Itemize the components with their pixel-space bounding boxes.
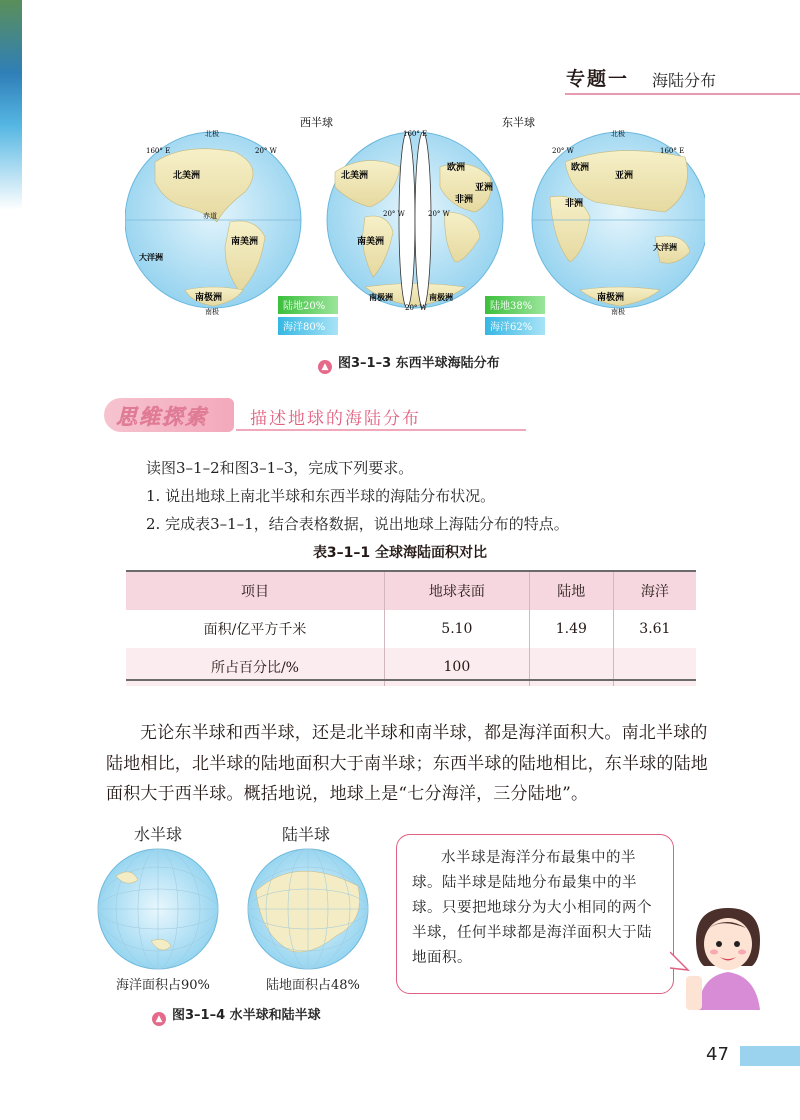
svg-text:20° W: 20° W [255,147,277,155]
east-ocean-percent: 海洋62% [490,322,533,333]
triangle-icon: ▲ [318,360,332,374]
svg-text:160° E: 160° E [660,147,685,155]
corner-decoration [0,0,22,210]
svg-text:北美洲: 北美洲 [341,171,369,181]
water-hemisphere-title: 水半球 [134,825,183,844]
figure2-caption: ▲ 图3–1–4 水半球和陆半球 [152,1004,321,1026]
water-land-hemisphere-globes [96,846,376,972]
svg-text:20° W: 20° W [383,210,405,218]
svg-text:北极: 北极 [611,130,625,138]
svg-text:赤道: 赤道 [203,212,217,220]
svg-text:南极洲: 南极洲 [597,293,625,303]
svg-text:20° W: 20° W [428,210,450,218]
svg-text:南美洲: 南美洲 [357,237,385,247]
svg-text:欧洲: 欧洲 [571,163,590,173]
west-ocean-percent: 海洋80% [283,322,326,333]
svg-text:南极洲: 南极洲 [195,293,223,303]
svg-text:欧洲: 欧洲 [447,163,466,173]
section-title: 思维探索 [116,405,208,429]
east-land-percent: 陆地38% [490,301,533,312]
task-item-2: 2. 完成表3–1–1，结合表格数据，说出地球上海陆分布的特点。 [146,515,569,533]
table-header-row: 项目 地球表面 陆地 海洋 [126,572,696,610]
west-hemisphere-label: 西半球 [300,116,333,129]
svg-text:南极洲: 南极洲 [429,292,453,302]
triangle-icon: ▲ [152,1012,166,1026]
svg-text:大洋洲: 大洋洲 [653,242,677,252]
task-intro: 读图3–1–2和图3–1–3，完成下列要求。 [146,459,414,477]
svg-text:20° W: 20° W [405,304,427,312]
land-sea-table [126,572,696,686]
svg-text:南极洲: 南极洲 [369,292,393,302]
task-item-1: 1. 说出地球上南北半球和东西半球的海陆分布状况。 [146,487,496,505]
header-topic: 专题一 [566,68,630,90]
svg-text:160° E: 160° E [403,130,428,138]
svg-text:20° W: 20° W [552,147,574,155]
east-west-hemisphere-map [125,112,705,352]
east-hemisphere-label: 东半球 [502,116,535,129]
header-underline [565,93,800,95]
svg-text:大洋洲: 大洋洲 [139,252,163,262]
body-paragraph: 无论东半球和西半球，还是北半球和南半球，都是海洋面积大。南北半球的陆地相比，北半球的陆地面积大于南半球；东西半球的陆地相比，东半球的陆地面积大于西半球。概括地说，地球上是“七分海洋，三分陆地”。 [106,723,708,804]
page-number: 47 [706,1044,729,1065]
table-title: 表3–1–1 全球海陆面积对比 [312,545,488,561]
header-subtitle: 海陆分布 [652,71,717,90]
svg-text:南极: 南极 [205,308,219,316]
svg-text:北美洲: 北美洲 [173,171,201,181]
table-row: 面积/亿平方千米 5.10 1.49 3.61 [126,610,696,648]
water-hemisphere-caption: 海洋面积占90% [116,978,210,993]
svg-text:亚洲: 亚洲 [615,171,634,181]
svg-text:北极: 北极 [205,130,219,138]
svg-text:南美洲: 南美洲 [231,237,259,247]
land-hemisphere-title: 陆半球 [282,825,331,844]
figure1-caption: ▲ 图3–1–3 东西半球海陆分布 [318,352,500,374]
svg-text:非洲: 非洲 [455,195,474,205]
table-bottom-rule [126,679,696,681]
section-subtitle: 描述地球的海陆分布 [250,409,421,429]
west-land-percent: 陆地20% [283,301,326,312]
section-banner [104,398,524,432]
bubble-text: 水半球是海洋分布最集中的半球。陆半球是陆地分布最集中的半球。只要把地球分为大小相同的两个半球，任何半球都是海洋面积大于陆地面积。 [412,850,652,966]
table-row: 所占百分比/% 100 [126,648,696,686]
page-number-bar [740,1046,800,1066]
land-hemisphere-caption: 陆地面积占48% [266,978,360,993]
svg-text:亚洲: 亚洲 [475,183,494,193]
svg-text:160° E: 160° E [146,147,171,155]
teacher-character-icon [676,900,786,1010]
svg-text:非洲: 非洲 [565,199,584,209]
svg-text:南极: 南极 [611,308,625,316]
